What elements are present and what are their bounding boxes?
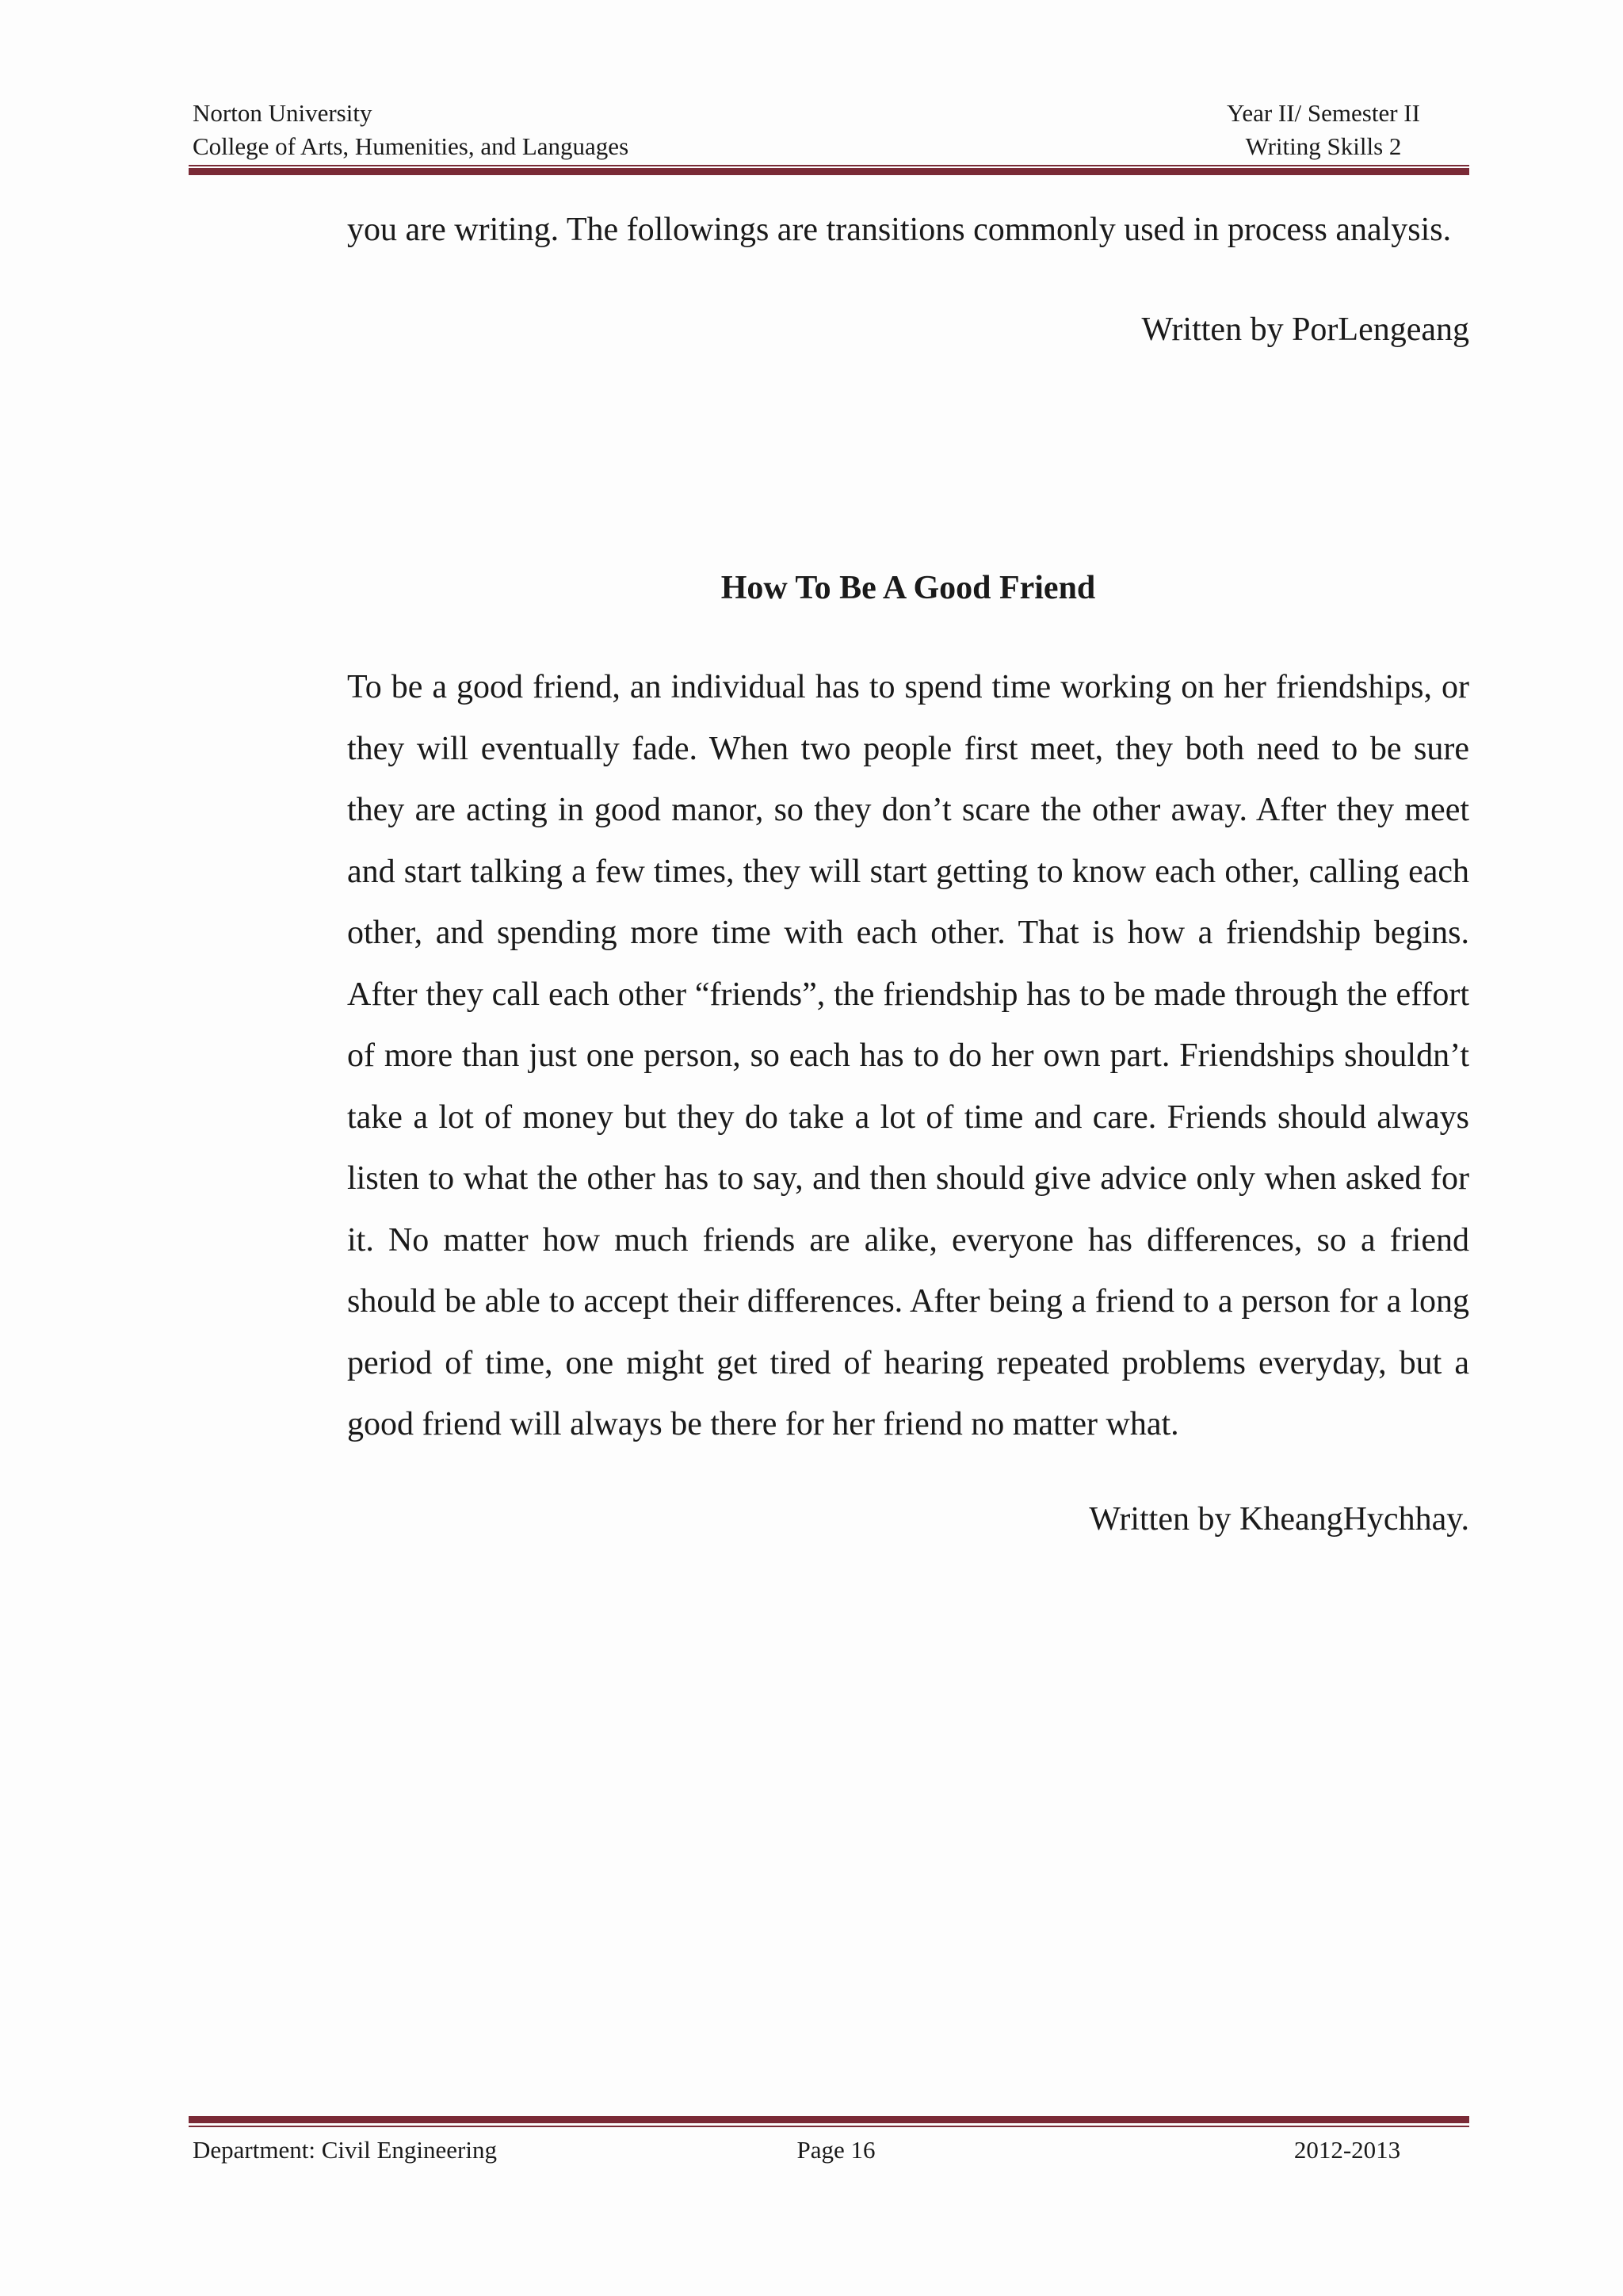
header-college: College of Arts, Humenities, and Languages (193, 132, 629, 160)
footer-divider-thick (189, 2116, 1469, 2123)
essay-title: How To Be A Good Friend (720, 570, 1096, 606)
header-left (193, 97, 628, 163)
header-university: Norton University (193, 99, 372, 127)
footer-divider (189, 2116, 1469, 2127)
header-divider-thin (189, 165, 1469, 166)
header-year-semester: Year II/ Semester II (1227, 99, 1420, 127)
footer-department: Department: Civil Engineering (193, 2136, 497, 2164)
continuation-section (347, 200, 1469, 361)
essay-byline: Written by KheangHychhay. (1089, 1500, 1469, 1538)
essay-section (347, 657, 1469, 1550)
header-course: Writing Skills 2 (1245, 132, 1402, 160)
continuation-byline: Written by PorLengeang (1141, 311, 1469, 348)
essay-paragraph: To be a good friend, an individual has to spend time working on her friendships, or they will eventually fade. When two people first meet, they both need to be sure they are acting in good manor, so they don’t scare the other away. After they meet and start talking a few times, they will start getting to know each other, calling each other, and spending more time with each other. That is how a friendship begins. After they call each other “friends”, the friendship has to be made through the effort of more than just one person, so each has to do her own part. Friendships shouldn’t take a lot of money but they do take a lot of time and care. Friends should always listen to what the other has to say, and then should give advice only when asked for it. No matter how much friends are alike, everyone has differences, so a friend should be able to accept their differences. After being a friend to a person for a long period of time, one might get tired of hearing repeated problems everyday, but a good friend will always be there for her friend no matter what. (347, 669, 1469, 1442)
header-right (1205, 97, 1442, 163)
continuation-paragraph: you are writing. The followings are transitions commonly used in process analysis. (347, 212, 1452, 248)
header-divider (189, 165, 1469, 176)
footer-divider-thin (189, 2126, 1469, 2127)
header-divider-thick (189, 168, 1469, 175)
footer-page-number: Page 16 (796, 2136, 876, 2164)
footer-academic-year: 2012-2013 (1293, 2136, 1401, 2164)
